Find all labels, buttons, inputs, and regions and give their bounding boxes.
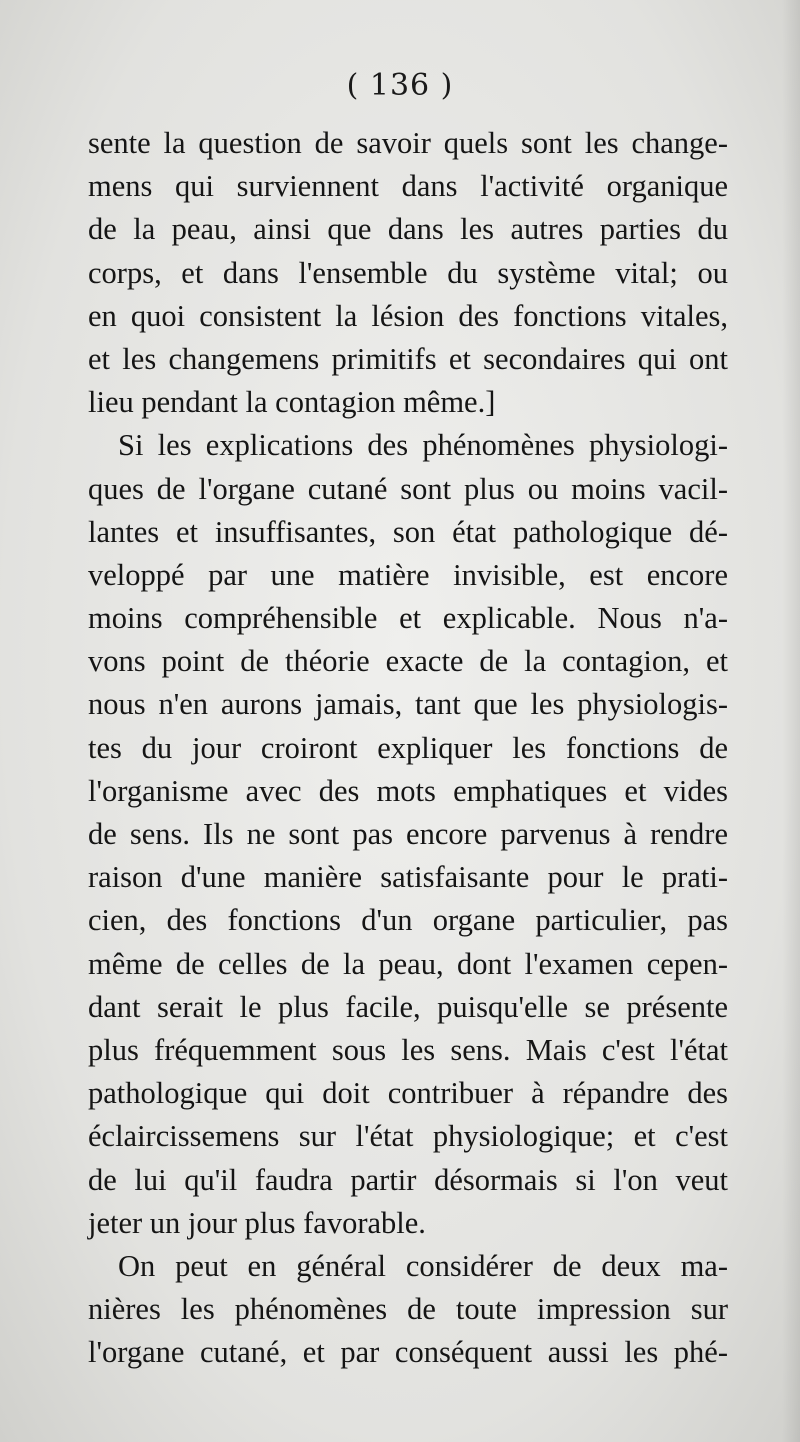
text-line: ques de l'organe cutané sont plus ou moins vacil- — [88, 471, 728, 506]
text-line: sente la question de savoir quels sont les change- — [88, 126, 728, 160]
text-line: tes du jour croiront expliquer les fonctions de — [88, 730, 728, 765]
text-line: de lui qu'il faudra partir désormais si l'on veut — [88, 1162, 728, 1197]
text-line: nous n'en aurons jamais, tant que les physiologis- — [88, 687, 728, 722]
text-line: et les changemens primitifs et secondaires qui ont — [88, 341, 728, 376]
text-line: cien, des fonctions d'un organe particulier, pas — [88, 903, 728, 938]
text-line: l'organe cutané, et par conséquent aussi les phé- — [88, 1335, 728, 1370]
text-line: Si les explications des phénomènes physiologi- — [118, 428, 728, 463]
text-line: mens qui surviennent dans l'activité organique — [88, 169, 728, 204]
text-line: vons point de théorie exacte de la contagion, et — [88, 644, 728, 679]
text-line: jeter un jour plus favorable. — [88, 1205, 426, 1240]
text-line: moins compréhensible et explicable. Nous n'a- — [88, 601, 728, 636]
text-line: l'organisme avec des mots emphatiques et vides — [88, 773, 728, 808]
text-line: corps, et dans l'ensemble du système vital; ou — [88, 255, 728, 290]
text-line: éclaircissemens sur l'état physiologique; et c'est — [88, 1119, 728, 1154]
body-text — [88, 122, 728, 1374]
text-line: On peut en général considérer de deux ma- — [118, 1248, 728, 1283]
text-line: même de celles de la peau, dont l'examen cepen- — [88, 946, 728, 981]
page-number: ( 136 ) — [346, 68, 454, 103]
text-line: de sens. Ils ne sont pas encore parvenus à rendre — [88, 817, 728, 851]
text-line: raison d'une manière satisfaisante pour le prati- — [88, 860, 728, 895]
text-line: en quoi consistent la lésion des fonctions vitales, — [88, 298, 728, 333]
text-line: dant serait le plus facile, puisqu'elle se présente — [88, 989, 728, 1024]
text-line: lantes et insuffisantes, son état pathologique dé- — [88, 514, 728, 549]
text-line: pathologique qui doit contribuer à répandre des — [88, 1076, 728, 1111]
text-line: lieu pendant la contagion même.] — [88, 385, 496, 420]
text-line: plus fréquemment sous les sens. Mais c'est l'état — [88, 1032, 728, 1067]
text-line: de la peau, ainsi que dans les autres parties du — [88, 212, 728, 247]
page-edge-shadow — [782, 0, 800, 1442]
text-line: nières les phénomènes de toute impression sur — [88, 1292, 728, 1327]
text-line: veloppé par une matière invisible, est encore — [88, 557, 728, 592]
